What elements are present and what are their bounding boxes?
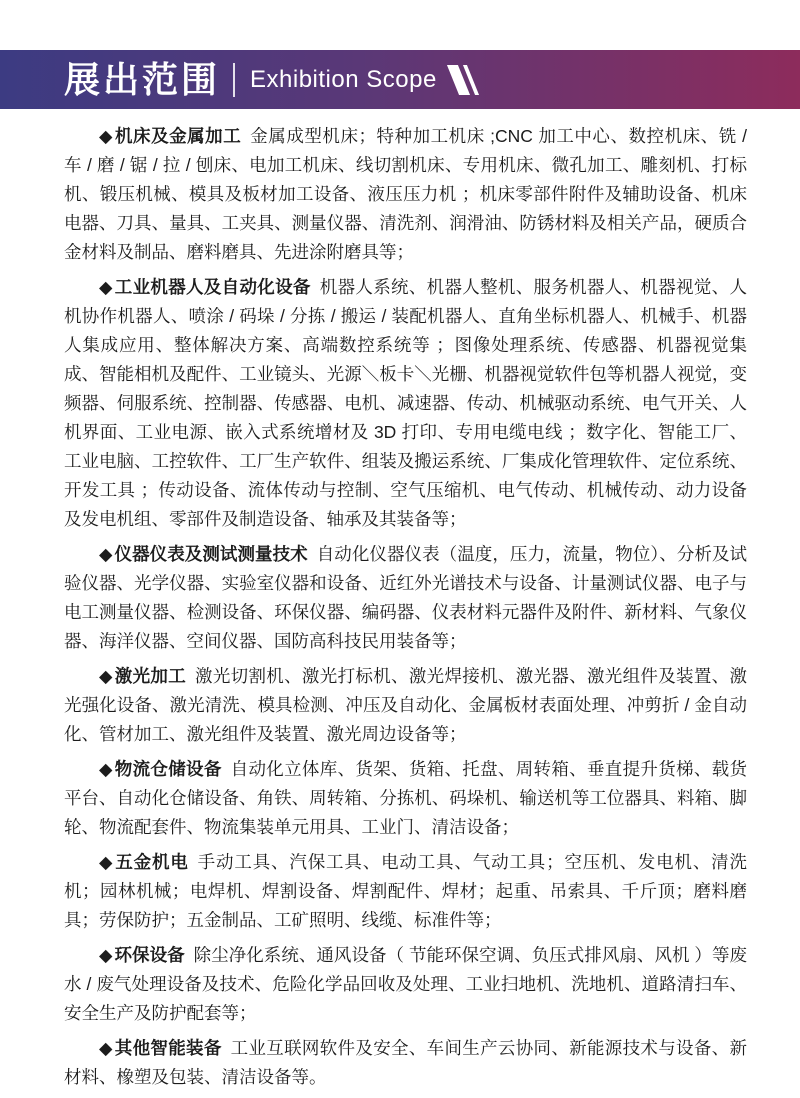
section-machine-tools — [64, 122, 747, 267]
section-logistics-warehousing — [64, 755, 747, 842]
section-laser-processing — [64, 662, 747, 749]
section-body: 工业互联网软件及安全、车间生产云协同、新能源技术与设备、新材料、橡塑及包装、清洁设备等。 — [64, 1038, 747, 1087]
section-industrial-robots — [64, 273, 747, 534]
section-body: 手动工具、汽保工具、电动工具、气动工具；空压机、发电机、清洗机；园林机械；电焊机、焊割设备、焊割配件、焊材；起重、吊索具、千斤顶；磨料磨具；劳保防护；五金制品、工矿照明、线缆、标准件等； — [64, 852, 748, 930]
section-body: 激光切割机、激光打标机、激光焊接机、激光器、激光组件及装置、激光强化设备、激光清洗、模具检测、冲压及自动化、金属板材表面处理、冲剪折 / 金自动化、管材加工、激光组件及装置、激光周边设备等； — [64, 666, 747, 744]
section-heading: 激光加工 — [114, 666, 187, 686]
section-heading: 仪器仪表及测试测量技术 — [114, 544, 308, 564]
section-body: 机器人系统、机器人整机、服务机器人、机器视觉、人机协作机器人、喷涂 / 码垛 / 分拣 / 搬运 / 装配机器人、直角坐标机器人、机械手、机器人集成应用、整体解决方案、高端数控系统等 ；图像处理系统、传感器、机器视觉集成、智能相机及配件、工业镜头、光源＼板卡＼光栅、机器视觉软件包等机器人视觉，变频器、伺服系统、控制器、传感器、电机、减速器、传动、机械驱动系统、电气开关、人机界面、工业电源、嵌入式系统增材及 3D 打印、专用电缆电线 ；数字化、智能工厂、工业电脑、工控软件、工厂生产软件、组装及搬运系统、厂集成化管理软件、定位系统、开发工具 ；传动设备、流体传动与控制、空气压缩机、电气传动、机械传动、动力设备及发电机组、零部件及制造设备、轴承及其装备等； — [64, 277, 747, 529]
section-heading: 环保设备 — [114, 945, 185, 965]
section-heading: 五金机电 — [115, 852, 189, 872]
diamond-bullet: ◆ — [99, 1038, 113, 1058]
diamond-bullet: ◆ — [99, 945, 113, 965]
page-title: 展出范围 — [64, 58, 221, 100]
section-body: 自动化立体库、货架、货箱、托盘、周转箱、垂直提升货梯、载货平台、自动化仓储设备、角铁、周转箱、分拣机、码垛机、输送机等工位器具、料箱、脚轮、物流配套件、物流集装单元用具、工业门、清洁设备； — [64, 759, 747, 837]
diamond-bullet: ◆ — [99, 759, 113, 779]
double-backslash-icon — [453, 64, 473, 96]
diamond-bullet: ◆ — [99, 277, 113, 297]
section-body: 除尘净化系统、通风设备（ 节能环保空调、负压式排风扇、风机 ）等废水 / 废气处理设备及技术、危险化学品回收及处理、工业扫地机、洗地机、道路清扫车、安全生产及防护配套等； — [64, 945, 747, 1023]
section-heading: 物流仓储设备 — [114, 759, 222, 779]
section-heading: 工业机器人及自动化设备 — [114, 277, 311, 297]
section-hardware-electromechanical — [64, 848, 747, 935]
section-environmental-equipment — [64, 941, 747, 1028]
section-body: 金属成型机床；特种加工机床 ;CNC 加工中心、数控机床、铣 / 车 / 磨 / 锯 / 拉 / 刨床、电加工机床、线切割机床、专用机床、微孔加工、雕刻机、打标机、锻压机械、模具及板材加工设备、液压压力机 ；机床零部件附件及辅助设备、机床电器、刀具、量具、工夹具、测量仪器、清洗剂、润滑油、防锈材料及相关产品，硬质合金材料及制品、磨料磨具、先进涂附磨具等； — [64, 126, 747, 262]
exhibition-scope-list — [64, 122, 747, 1098]
section-instruments-measurement — [64, 540, 747, 656]
title-divider — [233, 63, 235, 97]
section-heading: 其他智能装备 — [114, 1038, 222, 1058]
section-other-smart-equipment — [64, 1034, 747, 1092]
section-body: 自动化仪器仪表（温度，压力，流量，物位）、分析及试验仪器、光学仪器、实验室仪器和设备、近红外光谱技术与设备、计量测试仪器、电子与电工测量仪器、检测设备、环保仪器、编码器、仪表材料元器件及附件、新材料、气象仪器、海洋仪器、空间仪器、国防高科技民用装备等； — [64, 544, 748, 651]
diamond-bullet: ◆ — [99, 852, 114, 872]
header-banner — [0, 50, 800, 109]
diamond-bullet: ◆ — [99, 544, 113, 564]
section-heading: 机床及金属加工 — [115, 126, 242, 146]
diamond-bullet: ◆ — [99, 666, 113, 686]
page-subtitle: Exhibition Scope — [250, 65, 437, 93]
diamond-bullet: ◆ — [99, 126, 113, 146]
